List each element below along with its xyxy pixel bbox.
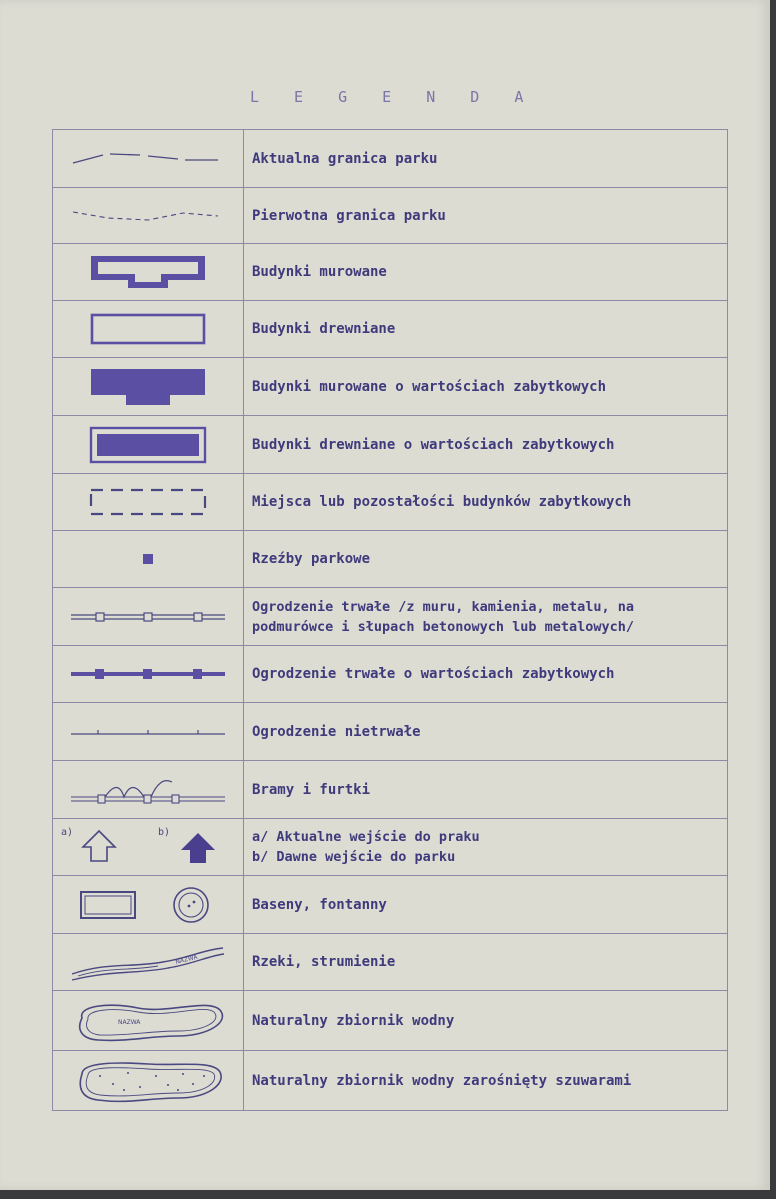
legend-label [244,588,728,646]
legend-row [53,819,728,876]
gate-icon [53,761,244,819]
legend-row [53,646,728,703]
legend-label: Naturalny zbiornik wodny [244,991,728,1051]
permanent-fence-icon [53,588,244,646]
current-park-border-icon [53,130,244,188]
legend-label [244,819,728,876]
current-entrance-arrow-icon [83,831,115,861]
historic-brick-building-icon [53,358,244,416]
legend-label: Budynki murowane [244,244,728,301]
legend-row [53,358,728,416]
legend-label: Pierwotna granica parku [244,188,728,244]
legend-table [52,129,728,1111]
legend-title: L E G E N D A [250,88,537,106]
historic-wooden-building-icon [53,416,244,474]
marker-a: a) [61,827,74,838]
temporary-fence-icon [53,703,244,761]
legend-label: Budynki murowane o wartościach zabytkowych [244,358,728,416]
legend-label: Rzeki, strumienie [244,934,728,991]
reed-lake-icon [53,1051,244,1111]
wooden-building-icon [53,301,244,358]
legend-row [53,703,728,761]
building-remains-icon [53,474,244,531]
pool-fountain-icon [53,876,244,934]
historic-fence-icon [53,646,244,703]
legend-label-line-2: b/ Dawne wejście do parku [252,849,456,865]
legend-row [53,130,728,188]
lake-name-label: NAZWA [118,1018,141,1026]
legend-row [53,188,728,244]
legend-row [53,761,728,819]
river-icon [53,934,244,991]
legend-row [53,1051,728,1111]
entrance-arrows-icon [53,819,244,876]
legend-label: Baseny, fontanny [244,876,728,934]
legend-row [53,991,728,1051]
legend-row [53,588,728,646]
former-entrance-arrow-icon [181,833,215,863]
legend-row [53,474,728,531]
legend-label: Bramy i furtki [244,761,728,819]
legend-label: Aktualna granica parku [244,130,728,188]
legend-label: Naturalny zbiornik wodny zarośnięty szuwarami [244,1051,728,1111]
legend-label-line-2: podmurówce i słupach betonowych lub metalowych/ [252,618,635,635]
legend-label: Budynki drewniane [244,301,728,358]
original-park-border-icon [53,188,244,244]
legend-row [53,416,728,474]
legend-row [53,934,728,991]
lake-icon [53,991,244,1051]
legend-label-line-1: Ogrodzenie trwałe /z muru, kamienia, metalu, na [252,598,635,615]
marker-b: b) [158,827,171,838]
legend-row [53,876,728,934]
legend-row [53,244,728,301]
legend-label: Miejsca lub pozostałości budynków zabytkowych [244,474,728,531]
legend-label: Rzeźby parkowe [244,531,728,588]
legend-label: Ogrodzenie trwałe o wartościach zabytkowych [244,646,728,703]
legend-label: Ogrodzenie nietrwałe [244,703,728,761]
legend-row [53,531,728,588]
brick-building-icon [53,244,244,301]
legend-label: Budynki drewniane o wartościach zabytkowych [244,416,728,474]
river-name-label: NAZWA [174,953,199,966]
legend-label-line-1: a/ Aktualne wejście do praku [252,829,480,845]
sculpture-icon [53,531,244,588]
legend-row [53,301,728,358]
